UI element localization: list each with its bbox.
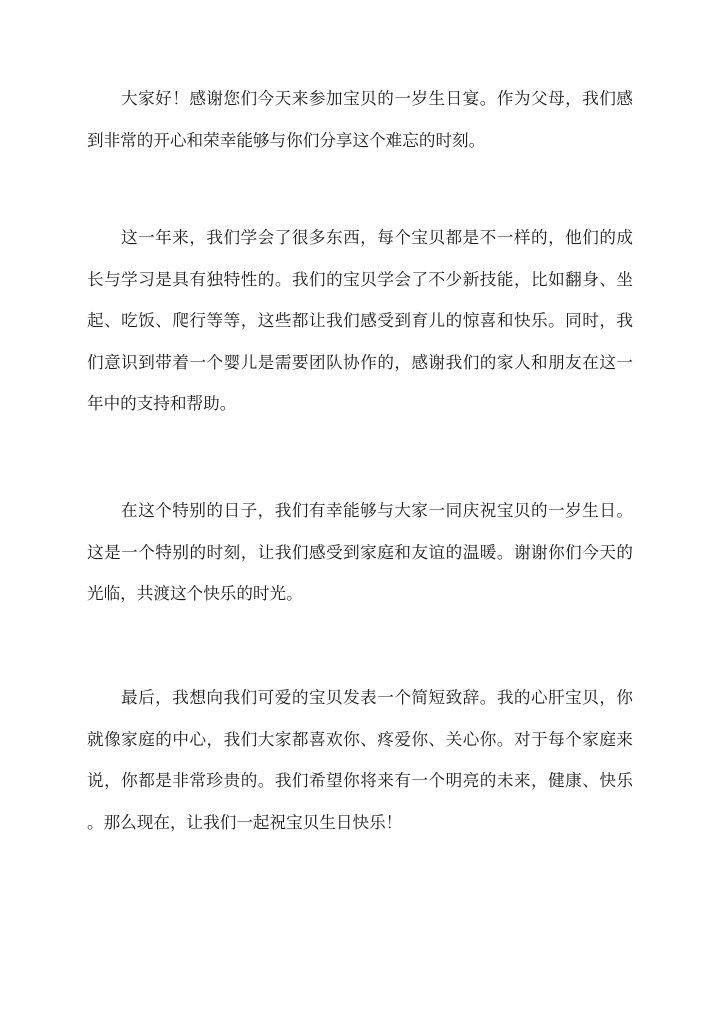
paragraph-line: 年中的支持和帮助。 (87, 394, 237, 413)
paragraph-line: 光临，共渡这个快乐的时光。 (87, 584, 303, 603)
paragraph-line: 说，你都是非常珍贵的。我们希望你将来有一个明亮的未来，健康、快乐 (87, 771, 633, 790)
paragraph-opening (87, 78, 633, 161)
paragraph-line: 。那么现在，让我们一起祝宝贝生日快乐！ (87, 812, 403, 832)
paragraph-line: 这是一个特别的时刻，让我们感受到家庭和友谊的温暖。谢谢你们今天的 (87, 542, 633, 562)
paragraph-line: 长与学习是具有独特性的。我们的宝贝学会了不少新技能，比如翻身、坐 (87, 269, 633, 289)
paragraph-line: 到非常的开心和荣幸能够与你们分享这个难忘的时刻。 (87, 130, 486, 150)
paragraph-line: 在这个特别的日子，我们有幸能够与大家一同庆祝宝贝的一岁生日。 (121, 501, 633, 520)
paragraph-year-review (87, 217, 633, 425)
paragraph-line: 这一年来，我们学会了很多东西，每个宝贝都是不一样的，他们的成 (121, 228, 633, 247)
paragraph-line: 就像家庭的中心，我们大家都喜欢你、疼爱你、关心你。对于每个家庭来 (87, 729, 633, 749)
paragraph-line: 起、吃饭、爬行等等，这些都让我们感受到育儿的惊喜和快乐。同时，我 (87, 311, 633, 330)
paragraph-closing (87, 677, 633, 843)
paragraph-line: 们意识到带着一个婴儿是需要团队协作的，感谢我们的家人和朋友在这一 (87, 352, 633, 372)
paragraph-celebration (87, 490, 633, 615)
paragraph-line: 大家好！感谢您们今天来参加宝贝的一岁生日宴。作为父母，我们感 (121, 89, 633, 108)
paragraph-line: 最后，我想向我们可爱的宝贝发表一个简短致辞。我的心肝宝贝，你 (121, 688, 633, 707)
